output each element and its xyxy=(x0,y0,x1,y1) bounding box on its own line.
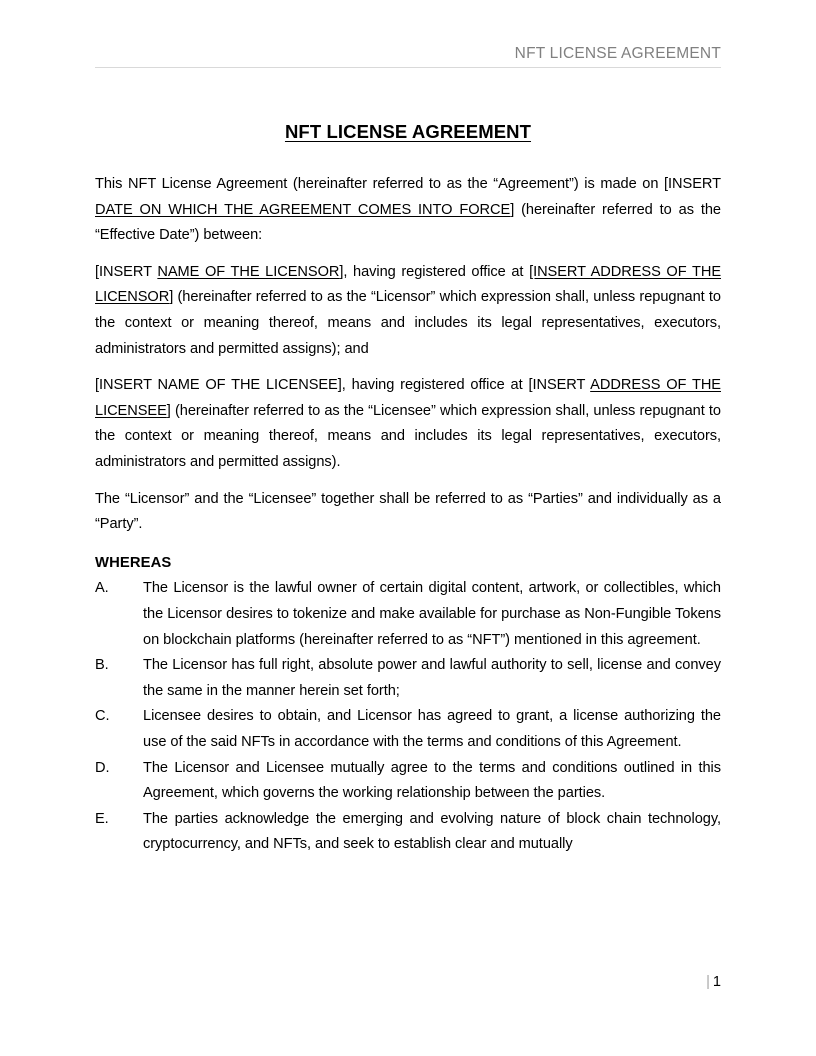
placeholder-effective-date: DATE ON WHICH THE AGREEMENT COMES INTO FORCE xyxy=(95,201,511,218)
page-number: 1 xyxy=(712,974,721,990)
paragraph-licensee-details xyxy=(95,373,721,475)
list-item-text: The Licensor and Licensee mutually agree to the terms and conditions outlined in this Agreement, which governs the working relationship between the parties. xyxy=(143,759,721,802)
paragraph-licensor-details xyxy=(95,260,721,362)
paragraph-1-segment-3: ] (hereinafter referred to as the “Effective Date”) between: xyxy=(95,201,721,244)
whereas-list xyxy=(95,576,721,858)
paragraph-agreement-date xyxy=(95,172,721,249)
placeholder-licensee-address: ADDRESS OF THE LICENSEE xyxy=(95,377,721,419)
list-item-text: Licensee desires to obtain, and Licensor has agreed to grant, a license authorizing the use of the said NFTs in accordance with the terms and conditions of this Agreement. xyxy=(143,708,721,750)
paragraph-3-segment-3: ] (hereinafter referred to as the “Licensee” which expression shall, unless repugnant to the context or meaning thereof, means and includes its legal representatives, executors, administrators and permitted assigns). xyxy=(95,402,721,470)
header-divider xyxy=(95,67,721,68)
list-item-marker: A. xyxy=(95,580,109,597)
list-item-marker: E. xyxy=(95,810,109,827)
list-item-text: The parties acknowledge the emerging and evolving nature of block chain technology, cryptocurrency, and NFTs, and seek to establish clear and mutually xyxy=(143,810,721,853)
running-header-title: NFT LICENSE AGREEMENT xyxy=(514,45,721,62)
paragraph-2-segment-3: ], having registered office at xyxy=(339,263,530,280)
paragraph-2-segment-5: ] (hereinafter referred to as the “Licensor” which expression shall, unless repugnant to the context or meaning thereof, means and includes its legal representatives, executors, administrators and permitted assigns); and xyxy=(95,289,721,357)
footer-separator: | xyxy=(706,974,710,990)
paragraph-3-segment-1: [INSERT NAME OF THE LICENSEE], having registered office at [INSERT xyxy=(95,377,591,394)
list-item-text: The Licensor is the lawful owner of certain digital content, artwork, or collectibles, which the Licensor desires to tokenize and make available for purchase as Non-Fungible Tokens on blockchain platforms (hereinafter referred to as “NFT”) mentioned in this agreement. xyxy=(143,580,721,648)
paragraph-parties-definition: The “Licensor” and the “Licensee” together shall be referred to as “Parties” and individually as a “Party”. xyxy=(95,490,721,533)
page-title xyxy=(95,120,721,144)
placeholder-licensor-address: [INSERT ADDRESS OF THE LICENSOR xyxy=(95,263,722,306)
list-item-marker: C. xyxy=(95,708,110,725)
list-item xyxy=(95,576,721,653)
list-item xyxy=(95,704,721,755)
list-item xyxy=(95,653,721,704)
paragraph-1-segment-1: This NFT License Agreement (hereinafter referred to as the “Agreement”) is made on [INSERT xyxy=(95,176,721,193)
list-item xyxy=(95,756,721,807)
page-header xyxy=(95,44,721,68)
list-item-text: The Licensor has full right, absolute power and lawful authority to sell, license and convey the same in the manner herein set forth; xyxy=(143,657,721,699)
page-footer xyxy=(95,972,721,992)
page-title-text: NFT LICENSE AGREEMENT xyxy=(284,121,532,142)
paragraph-2-segment-1: [INSERT xyxy=(95,263,158,280)
list-item-marker: D. xyxy=(95,759,110,776)
list-item-marker: B. xyxy=(95,657,109,674)
document-body xyxy=(95,120,721,858)
placeholder-licensor-name: NAME OF THE LICENSOR xyxy=(157,263,340,280)
list-item xyxy=(95,807,721,858)
whereas-heading: WHEREAS xyxy=(95,554,172,571)
